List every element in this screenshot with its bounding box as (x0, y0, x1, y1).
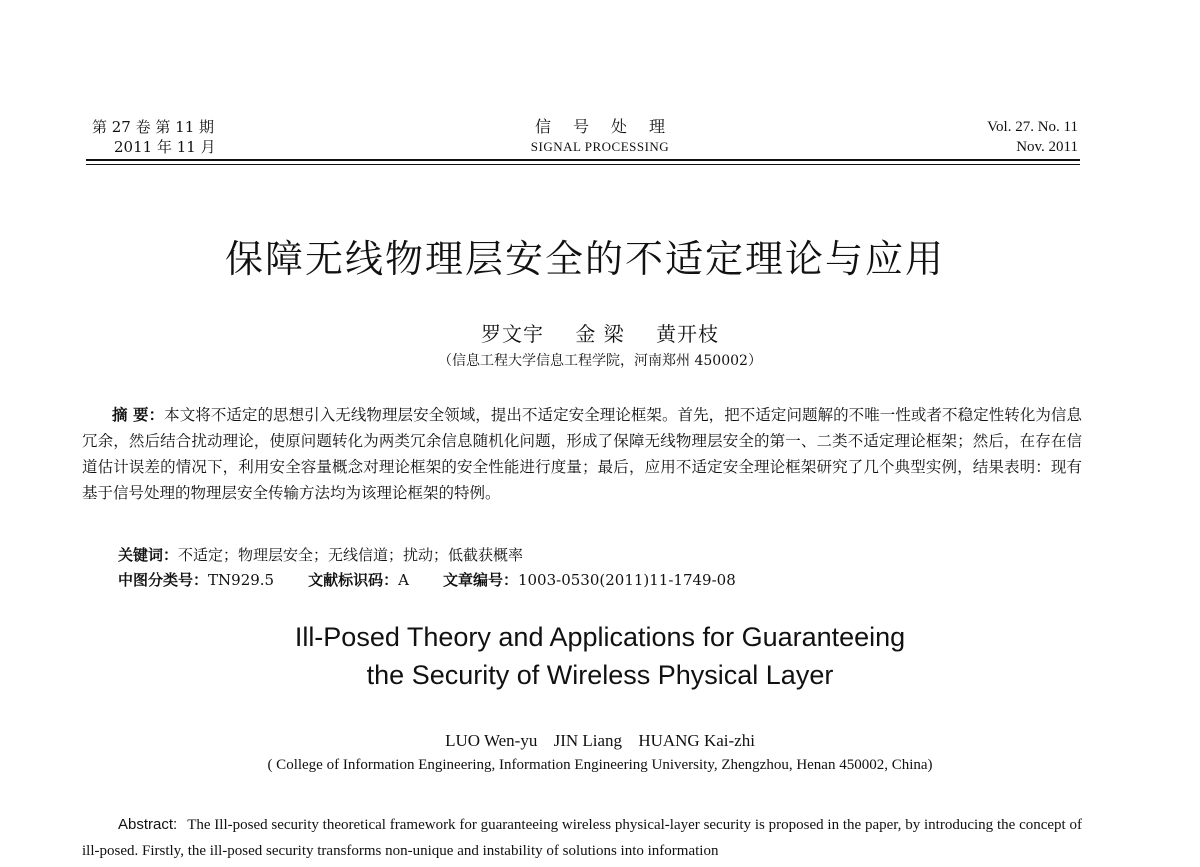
header-rule-thick (86, 159, 1080, 161)
date-en: Nov. 2011 (1016, 139, 1078, 155)
title-en-line2: the Security of Wireless Physical Layer (366, 660, 834, 690)
author-cn: 黄开枝 (656, 322, 720, 346)
journal-volume-en (987, 117, 1078, 157)
abstract-cn (82, 402, 1082, 506)
doc-code-value: A (398, 571, 409, 589)
keywords-label: 关键词： (118, 546, 179, 564)
affiliation-en: ( College of Information Engineering, Information Engineering University, Zhengzhou, Henan 450002, China) (267, 757, 933, 773)
clc-label: 中图分类号： (118, 571, 209, 589)
abstract-en-text: The Ill-posed security theoretical framework for guaranteeing wireless physical-layer security is proposed in the paper, by introducing the concept of ill-posed. Firstly, the ill-posed security transforms non-unique and instability of solutions into information (82, 817, 1082, 859)
author-cn: 金 梁 (575, 322, 625, 346)
article-no-label: 文章编号： (442, 571, 518, 589)
keywords-text: 不适定；物理层安全；无线信道；扰动；低截获概率 (178, 546, 524, 564)
author-en: JIN Liang (553, 731, 623, 750)
authors-en (0, 731, 1200, 751)
affiliation-cn: （信息工程大学信息工程学院，河南郑州 450002） (438, 353, 762, 369)
article-no-value: 1003-0530(2011)11-1749-08 (517, 571, 736, 589)
doc-code-label: 文献标识码： (308, 571, 399, 589)
author-en: HUANG Kai-zhi (638, 731, 755, 750)
header-rule-thin (86, 164, 1080, 165)
author-en: LUO Wen-yu (445, 731, 538, 750)
abstract-cn-text: 本文将不适定的思想引入无线物理层安全领域，提出不适定安全理论框架。首先，把不适定问题解的不唯一性或者不稳定性转化为信息冗余，然后结合扰动理论，使原问题转化为两类冗余信息随机化问题，形成了保障无线物理层安全的第一、二类不适定理论框架；然后，在存在信道估计误差的情况下，利用安全容量概念对理论框架的安全性能进行度量；最后，应用不适定安全理论框架研究了几个典型实例，结果表明：现有基于信号处理的物理层安全传输方法均为该理论框架的特例。 (82, 406, 1082, 502)
clc-value: TN929.5 (208, 571, 275, 589)
keywords-cn (118, 544, 523, 565)
paper-title-en (0, 618, 1200, 694)
abstract-cn-label: 摘 要： (112, 405, 165, 424)
journal-name-en: SIGNAL PROCESSING (530, 139, 670, 154)
authors-cn (0, 318, 1200, 347)
date-cn: 2011 年 11 月 (114, 138, 216, 156)
abstract-en-label: Abstract: (118, 816, 178, 833)
volume-issue-cn: 第 27 卷 第 11 期 (92, 118, 215, 136)
paper-title-cn: 保障无线物理层安全的不适定理论与应用 (224, 237, 945, 281)
classification-line (118, 569, 736, 590)
volume-issue-en: Vol. 27. No. 11 (987, 119, 1078, 135)
abstract-en (82, 812, 1082, 864)
author-cn: 罗文宇 (480, 322, 544, 346)
journal-name-cn: 信号处理 (534, 117, 687, 136)
title-en-line1: Ill-Posed Theory and Applications for Guaranteeing (294, 622, 906, 652)
